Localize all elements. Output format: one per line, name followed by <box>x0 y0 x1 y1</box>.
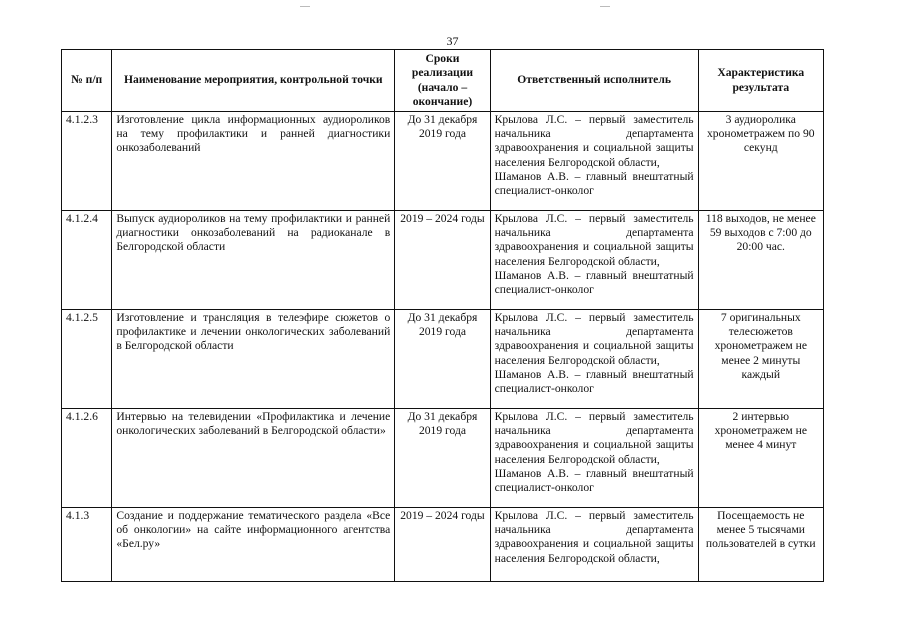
page-number: 37 <box>446 34 459 48</box>
header-num: № п/п <box>62 50 112 112</box>
row-result: 7 оригинальных телесюжетов хронометражем не менее 2 минуты каждый <box>698 310 823 409</box>
row-number: 4.1.2.3 <box>62 112 112 211</box>
row-result: Посещаемость не менее 5 тысячами пользователей в сутки <box>698 508 823 582</box>
table-row <box>62 211 824 310</box>
table-row <box>62 508 824 582</box>
header-responsible: Ответственный исполнитель <box>490 50 698 112</box>
scan-mark <box>300 6 310 7</box>
row-responsible <box>490 508 698 582</box>
table-row <box>62 310 824 409</box>
row-activity: Изготовление и трансляция в телеэфире сюжетов о профилактике и лечении онкологических заболеваний в Белгородской области <box>112 310 395 409</box>
row-dates: 2019 – 2024 годы <box>395 508 490 582</box>
row-activity: Интервью на телевидении «Профилактика и лечение онкологических заболеваний в Белгородской области» <box>112 409 395 508</box>
row-activity: Создание и поддержание тематического раздела «Все об онкологии» на сайте информационного агентства «Бел.ру» <box>112 508 395 582</box>
row-dates: До 31 декабря 2019 года <box>395 409 490 508</box>
measures-table <box>61 49 824 582</box>
responsible-secondary: Шаманов А.В. – главный внештатный специалист-онколог <box>494 169 694 198</box>
row-responsible <box>490 409 698 508</box>
responsible-primary: Крылова Л.С. – первый заместитель начальника департамента здравоохранения и социальной защиты населения Белгородской области, <box>494 113 694 169</box>
header-dates: Сроки реализации (начало – окончание) <box>395 50 490 112</box>
row-activity: Выпуск аудиороликов на тему профилактики и ранней диагностики онкозаболеваний на радиоканале в Белгородской области <box>112 211 395 310</box>
row-responsible <box>490 112 698 211</box>
row-activity: Изготовление цикла информационных аудиороликов на тему профилактики и ранней диагностики онкозаболеваний <box>112 112 395 211</box>
row-result: 3 аудиоролика хронометражем по 90 секунд <box>698 112 823 211</box>
scan-mark <box>600 6 610 7</box>
row-dates: До 31 декабря 2019 года <box>395 310 490 409</box>
row-result: 118 выходов, не менее 59 выходов с 7:00 до 20:00 час. <box>698 211 823 310</box>
responsible-primary: Крылова Л.С. – первый заместитель начальника департамента здравоохранения и социальной защиты населения Белгородской области, <box>494 212 694 268</box>
row-result: 2 интервью хронометражем не менее 4 минут <box>698 409 823 508</box>
responsible-secondary: Шаманов А.В. – главный внештатный специалист-онколог <box>494 367 694 396</box>
row-number: 4.1.2.6 <box>62 409 112 508</box>
row-number: 4.1.2.5 <box>62 310 112 409</box>
responsible-secondary: Шаманов А.В. – главный внештатный специалист-онколог <box>494 466 694 495</box>
responsible-primary: Крылова Л.С. – первый заместитель начальника департамента здравоохранения и социальной защиты населения Белгородской области, <box>494 311 694 367</box>
responsible-secondary: Шаманов А.В. – главный внештатный специалист-онколог <box>494 268 694 297</box>
header-result: Характеристика результата <box>698 50 823 112</box>
row-dates: До 31 декабря 2019 года <box>395 112 490 211</box>
row-responsible <box>490 211 698 310</box>
table-row <box>62 112 824 211</box>
responsible-primary: Крылова Л.С. – первый заместитель начальника департамента здравоохранения и социальной защиты населения Белгородской области, <box>494 509 694 565</box>
table-row <box>62 409 824 508</box>
header-name: Наименование мероприятия, контрольной точки <box>112 50 395 112</box>
row-dates: 2019 – 2024 годы <box>395 211 490 310</box>
row-number: 4.1.3 <box>62 508 112 582</box>
responsible-primary: Крылова Л.С. – первый заместитель начальника департамента здравоохранения и социальной защиты населения Белгородской области, <box>494 410 694 466</box>
table-header-row <box>62 50 824 112</box>
row-number: 4.1.2.4 <box>62 211 112 310</box>
row-responsible <box>490 310 698 409</box>
